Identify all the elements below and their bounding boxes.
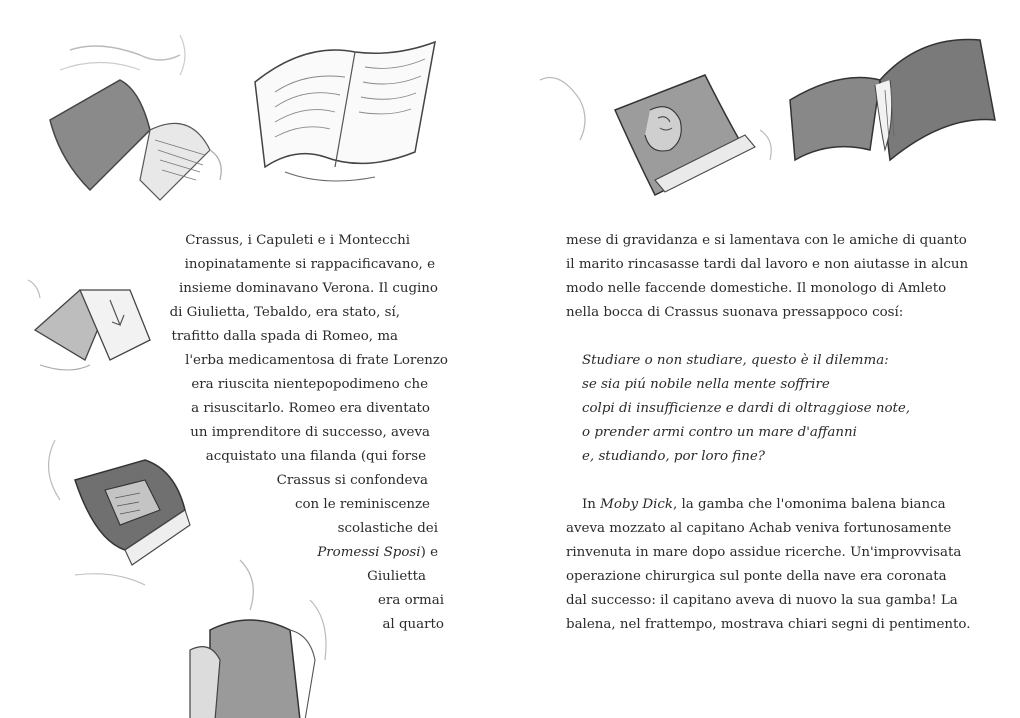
verse-line: e, studiando, por loro fine?	[582, 449, 765, 464]
open-book-top-right-icon	[785, 30, 1000, 170]
text-line: rinvenuta in mare dopo assidue ricerche. Un'improvvisata	[566, 545, 962, 560]
text-line: acquistato una filanda (qui forse	[205, 449, 426, 464]
verse-line: se sia piú nobile nella mente soffrire	[582, 377, 830, 392]
text-line	[317, 541, 438, 565]
text-line: l'erba medicamentosa di frate Lorenzo	[185, 353, 448, 368]
text-line: aveva mozzato al capitano Achab veniva fortunosamente	[566, 521, 952, 536]
book-title: Moby Dick	[600, 497, 673, 512]
text-line: con le reminiscenze	[294, 497, 430, 512]
text-line: di Giulietta, Tebaldo, era stato, sí,	[169, 305, 400, 320]
right-page	[510, 0, 1020, 718]
text-line: era riuscita nientepopodimeno che	[191, 377, 428, 392]
text-line: un imprenditore di successo, aveva	[190, 425, 430, 440]
verse-line: o prender armi contro un mare d'affanni	[582, 425, 857, 440]
portrait-cover-book-icon	[530, 50, 790, 200]
text-line: balena, nel frattempo, mostrava chiari segni di pentimento.	[566, 617, 971, 632]
text-line: Crassus, i Capuleti e i Montecchi	[185, 233, 410, 248]
rolled-book-bottom-icon	[170, 560, 350, 718]
book-title: Promessi Sposi	[317, 545, 421, 560]
text-line: Giulietta	[367, 569, 426, 584]
text-line: al quarto	[382, 617, 444, 632]
verse-line: Studiare o non studiare, questo è il dilemma:	[582, 353, 889, 368]
verse-line: colpi di insufficienze e dardi di oltraggiose note,	[582, 401, 911, 416]
text-line: nella bocca di Crassus suonava pressappoco cosí:	[566, 305, 904, 320]
text-fragment: ) e	[420, 545, 438, 560]
text-line: era ormai	[378, 593, 444, 608]
text-line	[582, 493, 946, 517]
text-line: Crassus si confondeva	[276, 473, 428, 488]
text-line: operazione chirurgica sul ponte della nave era coronata	[566, 569, 947, 584]
text-line: dal successo: il capitano aveva di nuovo la sua gamba! La	[566, 593, 958, 608]
text-line: mese di gravidanza e si lamentava con le amiche di quanto	[566, 233, 967, 248]
text-fragment: In	[582, 497, 601, 512]
arrow-book-icon	[20, 270, 170, 400]
text-line: trafitto dalla spada di Romeo, ma	[171, 329, 398, 344]
text-line: inopinatamente si rappacificavano, e	[184, 257, 435, 272]
text-line: insieme dominavano Verona. Il cugino	[178, 281, 438, 296]
open-book-top-icon	[245, 22, 445, 207]
text-line: scolastiche dei	[337, 521, 438, 536]
text-line: a risuscitarlo. Romeo era diventato	[191, 401, 430, 416]
text-line: modo nelle faccende domestiche. Il monologo di Amleto	[566, 281, 947, 296]
text-line: il marito rincasasse tardi dal lavoro e non aiutasse in alcun	[566, 257, 969, 272]
text-fragment: , la gamba che l'omonima balena bianca	[672, 497, 946, 512]
grey-book-top-left-icon	[40, 30, 240, 220]
